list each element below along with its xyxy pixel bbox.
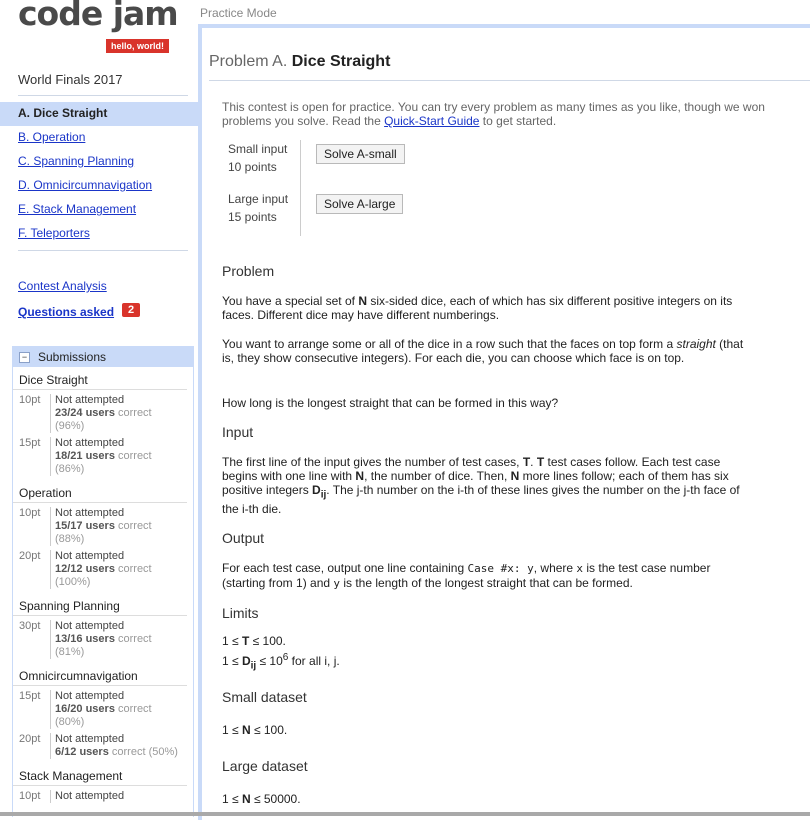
divider xyxy=(18,250,188,251)
submission-status xyxy=(51,550,152,589)
submission-points: 10pt xyxy=(19,790,51,803)
problem-nav xyxy=(0,102,198,246)
limits-d: $1 \le D_{ij} \le 10^6$ for all i, j. xyxy=(222,652,340,672)
submissions-header[interactable]: − Submissions xyxy=(13,347,193,367)
sidebar xyxy=(0,0,198,816)
submission-points: 15pt xyxy=(19,690,51,729)
large-dataset-limit: 1 ≤ N ≤ 50000. xyxy=(222,792,301,806)
small-input-label: Small input xyxy=(228,142,288,156)
nav-item-dice-straight[interactable]: A. Dice Straight xyxy=(0,102,198,126)
nav-item-operation[interactable]: B. Operation xyxy=(18,130,86,144)
submission-row xyxy=(19,733,193,759)
output-heading: Output xyxy=(222,530,265,546)
hello-world-tag: hello, world! xyxy=(106,39,169,53)
submission-attempt-status: Not attempted xyxy=(55,690,125,702)
quick-start-guide-link[interactable]: Quick-Start Guide xyxy=(384,114,480,128)
submission-stats: 6/12 users correct (50%) xyxy=(55,746,178,758)
large-input-label: Large input xyxy=(228,192,289,206)
submission-percent: (88%) xyxy=(55,533,85,545)
submission-attempt-status: Not attempted xyxy=(55,507,125,519)
nav-item-teleporters[interactable]: F. Teleporters xyxy=(18,226,90,240)
questions-asked-link[interactable]: Questions asked xyxy=(18,305,115,319)
limits-heading: Limits xyxy=(222,605,259,621)
submission-attempt-status: Not attempted xyxy=(55,620,125,632)
questions-count-badge: 2 xyxy=(122,303,140,317)
submission-stats: 18/21 users correct xyxy=(55,450,152,462)
submission-attempt-status: Not attempted xyxy=(55,733,125,745)
code-jam-logo[interactable]: code jam xyxy=(18,0,178,33)
small-dataset-heading: Small dataset xyxy=(222,689,307,705)
collapse-icon[interactable]: − xyxy=(19,352,30,363)
small-input-points: 10 points xyxy=(228,160,277,174)
solve-large-button[interactable]: Solve A-large xyxy=(316,194,403,214)
horizontal-scrollbar[interactable] xyxy=(0,812,810,816)
submission-points: 15pt xyxy=(19,437,51,476)
submissions-list xyxy=(13,367,193,803)
solve-small-button[interactable]: Solve A-small xyxy=(316,144,405,164)
submission-attempt-status: Not attempted xyxy=(55,437,125,449)
submission-percent: (100%) xyxy=(55,576,91,588)
submission-status xyxy=(51,690,152,729)
submissions-panel xyxy=(12,346,194,817)
submission-row xyxy=(19,550,193,589)
output-description: For each test case, output one line containing Case #x: y, where x is the test case number (starting from 1) and y is the length of the longest straight that can be formed. xyxy=(222,561,711,590)
large-input-points: 15 points xyxy=(228,210,277,224)
problem-paragraph-3: How long is the longest straight that can be formed in this way? xyxy=(222,396,559,410)
submission-points: 20pt xyxy=(19,733,51,759)
submission-points: 10pt xyxy=(19,507,51,546)
submission-percent: (86%) xyxy=(55,463,85,475)
submission-status xyxy=(51,394,152,433)
practice-mode-label: Practice Mode xyxy=(200,6,277,20)
submission-stats: 13/16 users correct xyxy=(55,633,152,645)
submission-stats: 23/24 users correct xyxy=(55,407,152,419)
submission-percent: (80%) xyxy=(55,716,85,728)
submission-row xyxy=(19,437,193,476)
submission-attempt-status: Not attempted xyxy=(55,790,125,802)
event-title: World Finals 2017 xyxy=(18,72,123,87)
submission-points: 30pt xyxy=(19,620,51,659)
submission-status xyxy=(51,437,152,476)
submission-problem-name: Operation xyxy=(13,480,187,503)
submission-row xyxy=(19,690,193,729)
divider xyxy=(209,80,810,81)
limits-t: 1 ≤ T ≤ 100. xyxy=(222,634,286,648)
nav-item-omnicircumnavigation[interactable]: D. Omnicircumnavigation xyxy=(18,178,153,192)
submission-status xyxy=(51,790,124,803)
input-description: The first line of the input gives the number of test cases, T. T test cases follow. Each test case begins with one line with N, the number of dice. Then, N more lines follow; each of them has six positive integers $D_{ij}$. The j-th number on the i-th of these lines gives the number on the j-th face of the i-th die. xyxy=(222,455,740,517)
submission-status xyxy=(51,620,152,659)
contest-analysis-link[interactable]: Contest Analysis xyxy=(18,279,107,293)
practice-notice: This contest is open for practice. You can try every problem as many times as you like, though we won problems you solve. Read the Quick-Start Guide to get started. xyxy=(222,100,765,128)
submission-problem-name: Dice Straight xyxy=(13,367,187,390)
submission-percent: (81%) xyxy=(55,646,85,658)
submission-problem-name: Spanning Planning xyxy=(13,593,187,616)
small-dataset-limit: 1 ≤ N ≤ 100. xyxy=(222,723,288,737)
submission-status xyxy=(51,507,152,546)
submission-row xyxy=(19,620,193,659)
submission-row xyxy=(19,790,193,803)
nav-item-stack-management[interactable]: E. Stack Management xyxy=(18,202,137,216)
problem-panel xyxy=(198,24,810,820)
submission-row xyxy=(19,394,193,433)
submission-points: 20pt xyxy=(19,550,51,589)
submission-attempt-status: Not attempted xyxy=(55,394,125,406)
submission-points: 10pt xyxy=(19,394,51,433)
submission-stats: 15/17 users correct xyxy=(55,520,152,532)
submission-row xyxy=(19,507,193,546)
problem-paragraph-2: You want to arrange some or all of the dice in a row such that the faces on top form a straight (that is, they show consecutive integers). For each die, you can choose which face is on top. xyxy=(222,337,744,365)
submission-stats: 12/12 users correct xyxy=(55,563,152,575)
solve-inputs xyxy=(228,140,301,236)
submission-problem-name: Omnicircumnavigation xyxy=(13,663,187,686)
submission-percent: (96%) xyxy=(55,420,85,432)
problem-heading: Problem xyxy=(222,263,275,279)
input-heading: Input xyxy=(222,424,254,440)
problem-paragraph-1: You have a special set of N six-sided dice, each of which has six different positive integers on its faces. Different dice may have different numberings. xyxy=(222,294,733,322)
submission-problem-name: Stack Management xyxy=(13,763,187,786)
divider xyxy=(18,95,188,96)
problem-title: Problem A. Dice Straight xyxy=(209,53,391,70)
nav-item-spanning-planning[interactable]: C. Spanning Planning xyxy=(18,154,135,168)
submission-stats: 16/20 users correct xyxy=(55,703,152,715)
top-bar xyxy=(198,0,810,24)
submission-status xyxy=(51,733,178,759)
large-dataset-heading: Large dataset xyxy=(222,758,308,774)
submission-attempt-status: Not attempted xyxy=(55,550,125,562)
